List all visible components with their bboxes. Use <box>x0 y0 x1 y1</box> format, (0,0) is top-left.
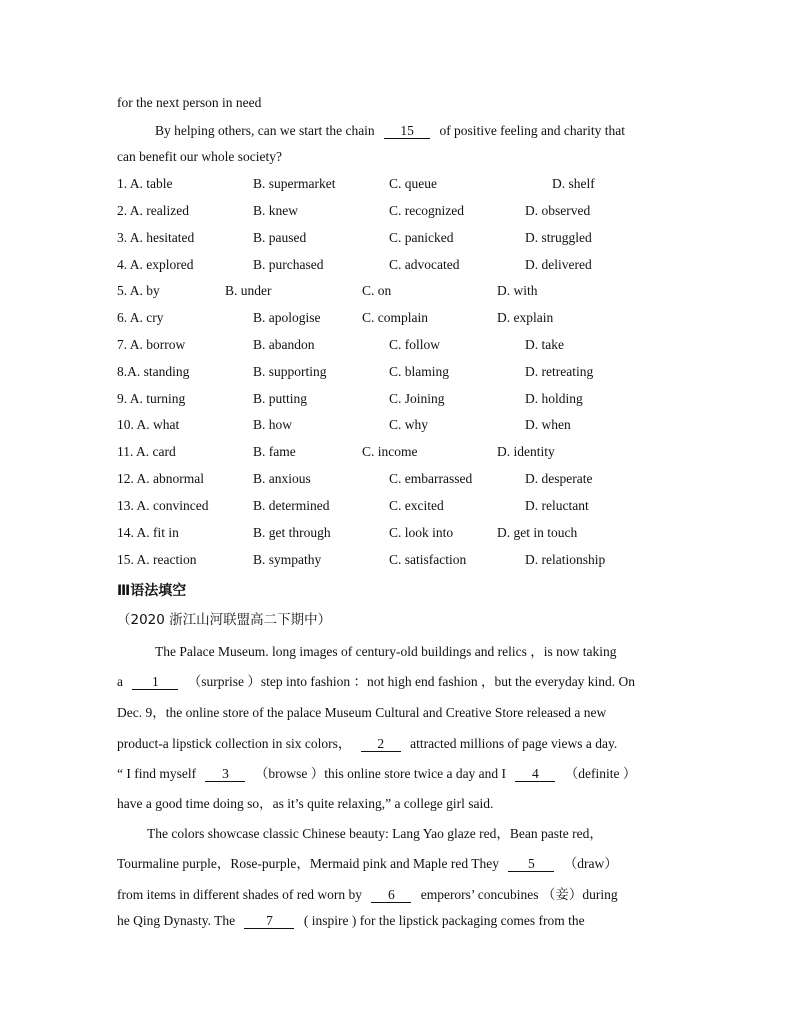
grammar-text: （surprise ）step into fashion ：not high end fashion ，but the everyday kind. On <box>187 674 636 689</box>
option-b: B. under <box>225 283 272 298</box>
option-c: C. embarrassed <box>389 471 473 486</box>
answer-blank-6: 6 <box>371 887 411 903</box>
option-a: 2. A. realized <box>117 203 189 218</box>
grammar-text: a <box>117 674 123 689</box>
option-d: D. when <box>525 417 571 432</box>
option-c: C. look into <box>389 525 454 540</box>
section-heading: Ⅲ语法填空 <box>117 583 187 599</box>
option-row <box>117 471 717 491</box>
option-b: B. abandon <box>253 337 315 352</box>
grammar-text: ( inspire ) for the lipstick packaging comes from the <box>303 913 585 928</box>
option-a: 4. A. explored <box>117 257 194 272</box>
passage-text-line: for the next person in need <box>117 95 262 110</box>
grammar-text-line <box>117 762 636 782</box>
option-d: D. reluctant <box>525 498 589 513</box>
option-row <box>117 417 717 437</box>
option-c: C. queue <box>389 176 437 191</box>
option-row <box>117 552 717 572</box>
grammar-text: he Qing Dynasty. The <box>117 913 236 928</box>
option-c: C. excited <box>389 498 444 513</box>
option-b: B. anxious <box>253 471 311 486</box>
passage-text: of positive feeling and charity that <box>439 123 626 138</box>
option-b: B. paused <box>253 230 307 245</box>
option-row <box>117 525 717 545</box>
option-d: D. observed <box>525 203 591 218</box>
option-d: D. relationship <box>525 552 606 567</box>
option-c: C. blaming <box>389 364 449 379</box>
option-b: B. sympathy <box>253 552 322 567</box>
option-b: B. purchased <box>253 257 324 272</box>
answer-blank-15: 15 <box>384 123 430 139</box>
option-a: 14. A. fit in <box>117 525 179 540</box>
grammar-text-line <box>117 913 585 929</box>
option-c: C. panicked <box>389 230 454 245</box>
answer-blank-4: 4 <box>515 766 555 782</box>
option-b: B. supermarket <box>253 176 336 191</box>
grammar-text: （definite ） <box>564 766 637 781</box>
option-d: D. take <box>525 337 564 352</box>
grammar-text: emperors’ concubines （妾）during <box>420 887 618 902</box>
grammar-text-line: Dec. 9，the online store of the palace Museum Cultural and Creative Store released a new <box>117 705 607 720</box>
option-a: 11. A. card <box>117 444 176 459</box>
option-c: C. recognized <box>389 203 464 218</box>
option-b: B. apologise <box>253 310 321 325</box>
grammar-text-line: The colors showcase classic Chinese beauty: Lang Yao glaze red，Bean paste red， <box>147 826 603 841</box>
option-a: 6. A. cry <box>117 310 164 325</box>
grammar-text-line <box>117 852 618 872</box>
option-b: B. get through <box>253 525 331 540</box>
option-c: C. follow <box>389 337 441 352</box>
grammar-text-line: have a good time doing so，as it’s quite relaxing,” a college girl said. <box>117 796 494 811</box>
option-c: C. advocated <box>389 257 460 272</box>
grammar-text: product-a lipstick collection in six colors， <box>117 736 352 751</box>
option-b: B. determined <box>253 498 330 513</box>
option-row <box>117 283 717 303</box>
grammar-text-line <box>117 732 617 752</box>
grammar-text: attracted millions of page views a day. <box>410 736 618 751</box>
answer-blank-3: 3 <box>205 766 245 782</box>
option-row <box>117 176 717 196</box>
option-a: 3. A. hesitated <box>117 230 195 245</box>
option-a: 1. A. table <box>117 176 173 191</box>
option-a: 15. A. reaction <box>117 552 197 567</box>
option-a: 8.A. standing <box>117 364 190 379</box>
grammar-text-line: The Palace Museum. long images of century-old buildings and relics ，is now taking <box>155 644 617 659</box>
grammar-text-line <box>117 883 618 903</box>
option-b: B. fame <box>253 444 296 459</box>
option-row <box>117 203 717 223</box>
option-d: D. shelf <box>552 176 595 191</box>
option-a: 5. A. by <box>117 283 160 298</box>
option-d: D. holding <box>525 391 583 406</box>
answer-blank-1: 1 <box>132 674 178 690</box>
grammar-text: Tourmaline purple，Rose-purple，Mermaid pink and Maple red They <box>117 856 499 871</box>
passage-text: By helping others, can we start the chain <box>155 123 375 138</box>
option-a: 10. A. what <box>117 417 180 432</box>
grammar-text: “ I find myself <box>117 766 197 781</box>
option-row <box>117 337 717 357</box>
option-d: D. identity <box>497 444 555 459</box>
passage-text-line <box>155 123 625 139</box>
option-row <box>117 310 717 330</box>
option-c: C. Joining <box>389 391 445 406</box>
option-row <box>117 444 717 464</box>
option-a: 7. A. borrow <box>117 337 186 352</box>
option-c: C. why <box>389 417 429 432</box>
option-row <box>117 391 717 411</box>
grammar-text: （draw） <box>563 856 618 871</box>
passage-text-line: can benefit our whole society? <box>117 149 282 164</box>
option-c: C. complain <box>362 310 428 325</box>
option-c: C. satisfaction <box>389 552 467 567</box>
option-d: D. with <box>497 283 538 298</box>
grammar-text-line <box>117 670 635 690</box>
source-label: （2020 浙江山河联盟高二下期中） <box>117 612 332 628</box>
option-d: D. desperate <box>525 471 593 486</box>
answer-blank-5: 5 <box>508 856 554 872</box>
option-row <box>117 230 717 250</box>
option-d: D. get in touch <box>497 525 578 540</box>
option-d: D. delivered <box>525 257 592 272</box>
answer-blank-2: 2 <box>361 736 401 752</box>
option-row <box>117 498 717 518</box>
grammar-text: （browse ）this online store twice a day and I <box>254 766 507 781</box>
answer-blank-7: 7 <box>244 913 294 929</box>
option-row <box>117 364 717 384</box>
option-b: B. supporting <box>253 364 327 379</box>
option-a: 12. A. abnormal <box>117 471 204 486</box>
option-b: B. putting <box>253 391 308 406</box>
option-b: B. knew <box>253 203 298 218</box>
option-c: C. on <box>362 283 392 298</box>
option-a: 9. A. turning <box>117 391 186 406</box>
option-d: D. struggled <box>525 230 592 245</box>
option-row <box>117 257 717 277</box>
option-a: 13. A. convinced <box>117 498 209 513</box>
option-c: C. income <box>362 444 418 459</box>
grammar-text: from items in different shades of red worn by <box>117 887 362 902</box>
option-d: D. retreating <box>525 364 594 379</box>
option-b: B. how <box>253 417 293 432</box>
option-d: D. explain <box>497 310 554 325</box>
